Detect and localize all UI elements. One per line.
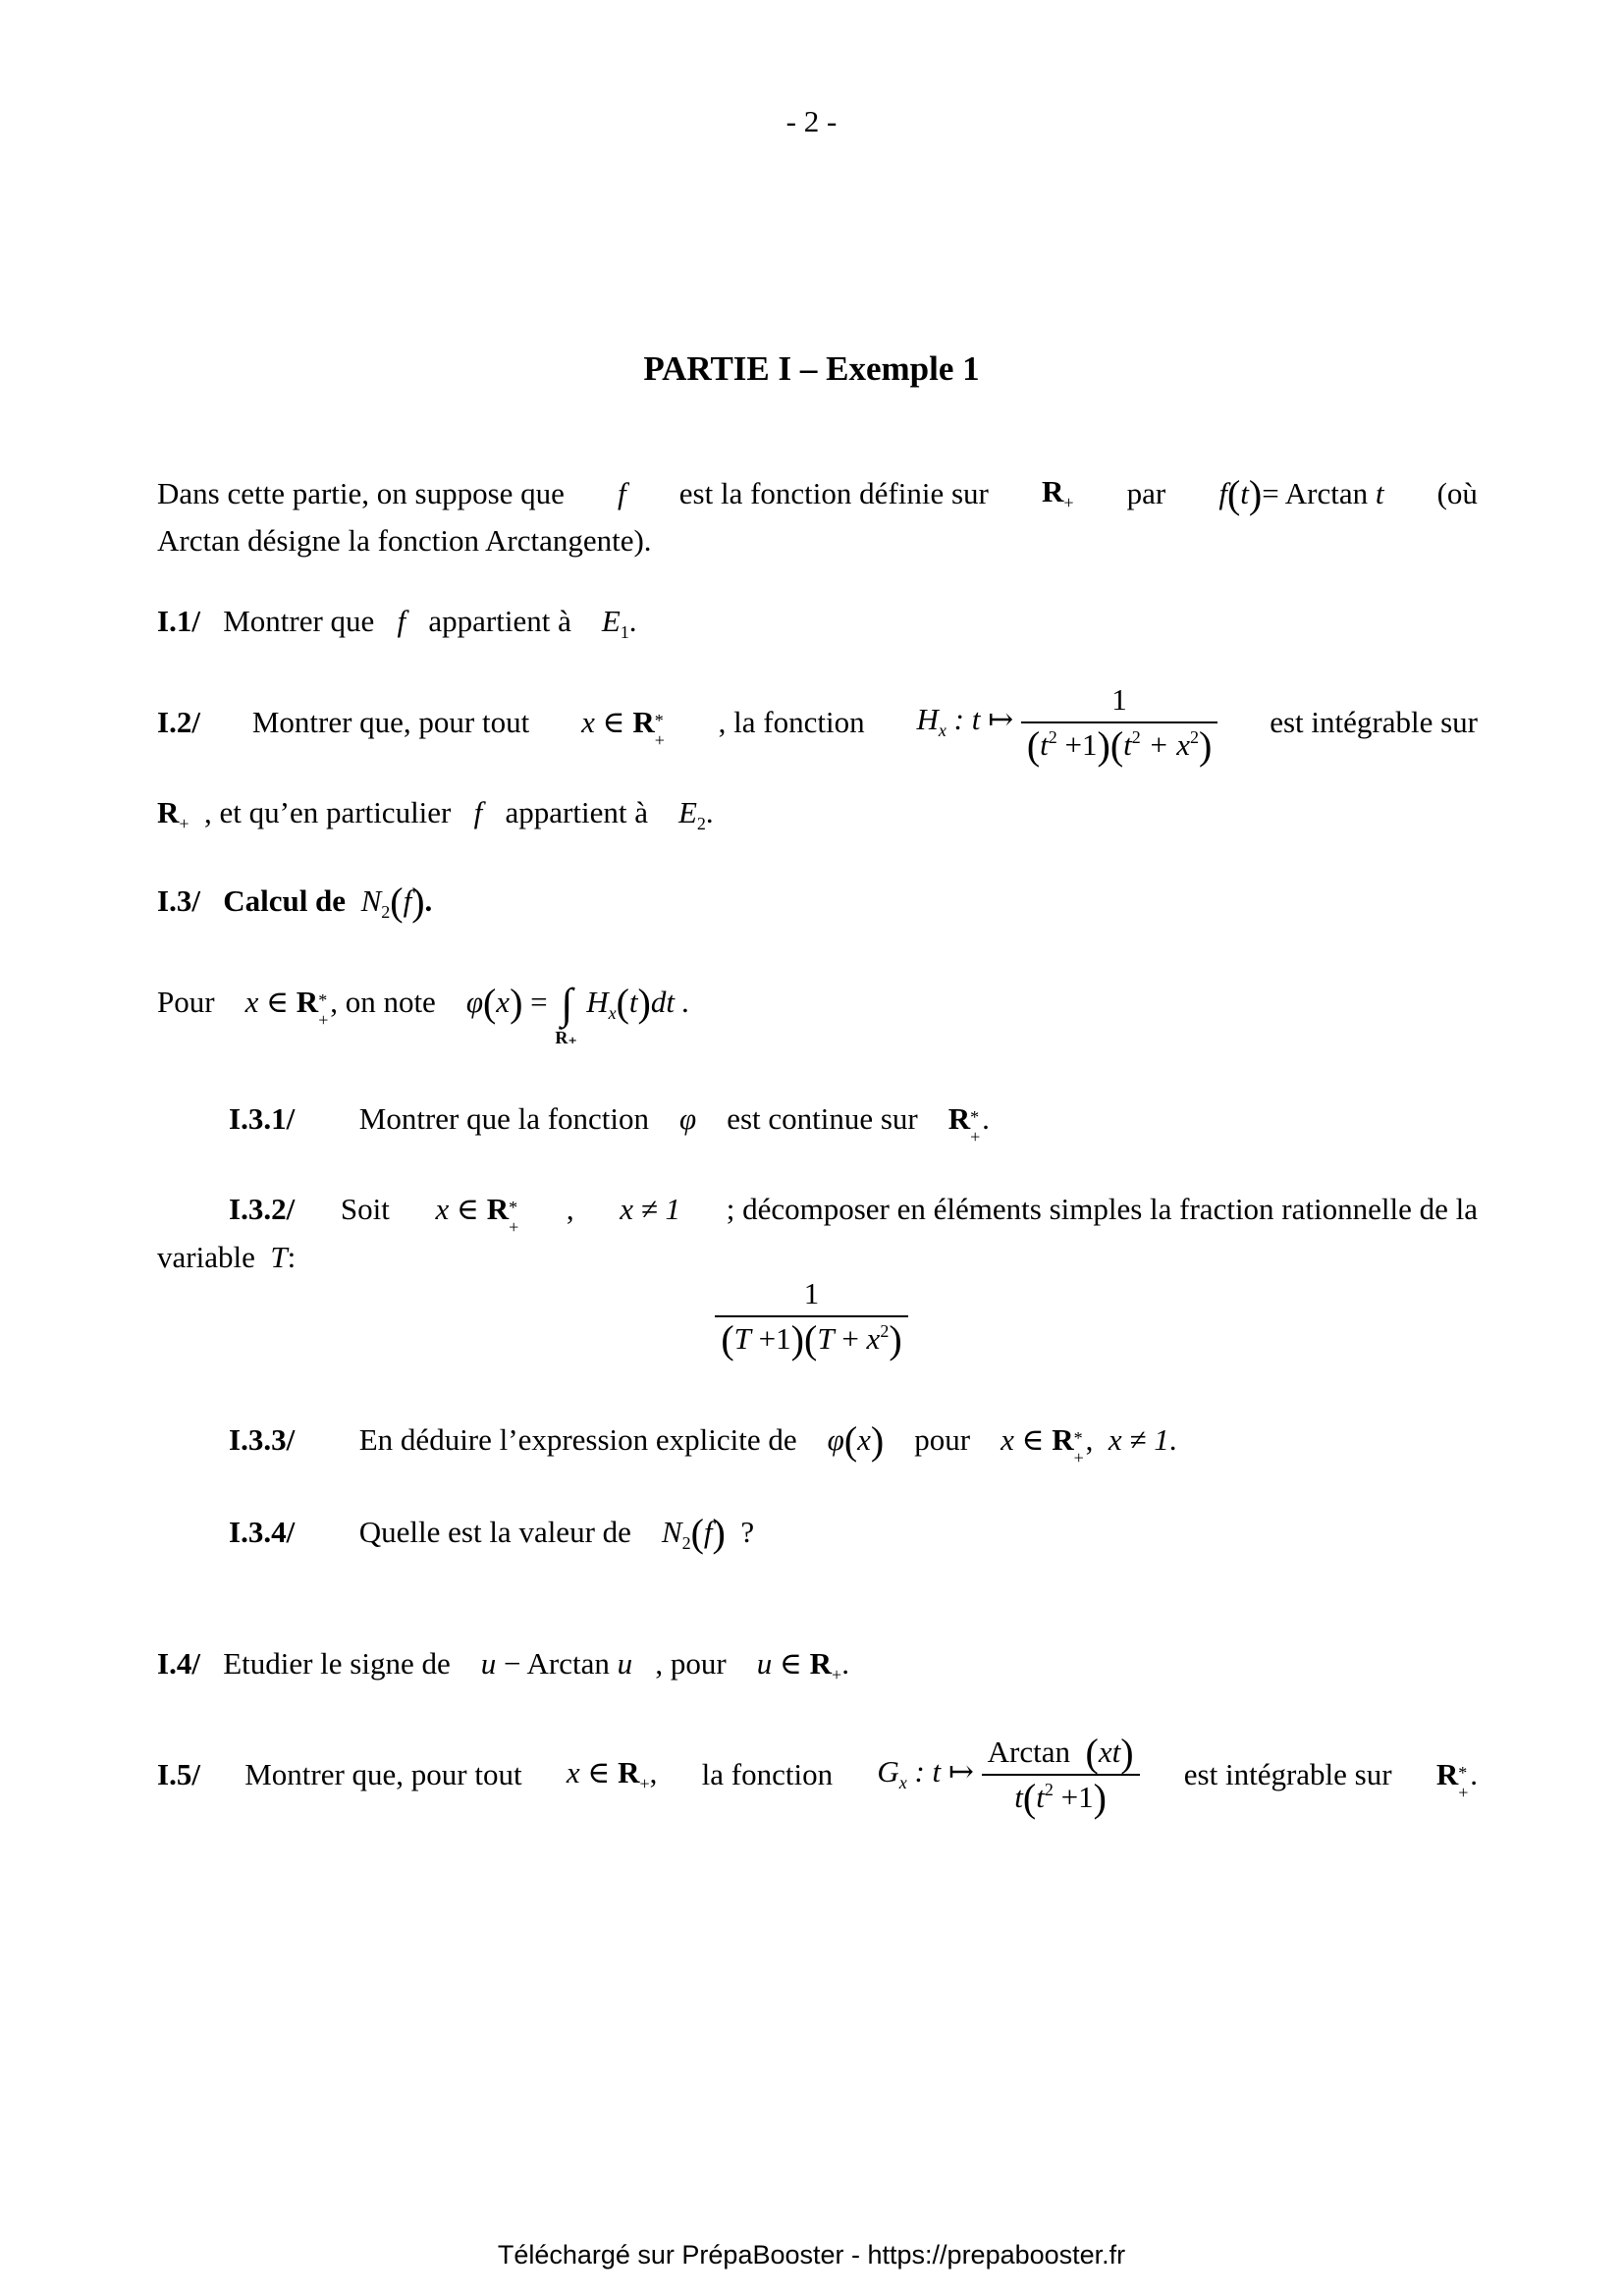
question-text: Montrer que, pour tout (251, 705, 530, 739)
question-text: appartient à (428, 604, 571, 638)
question-5: I.5/ Montrer que, pour tout x ∈ $R_+$, la fonction $G_x$ : t ↦ $\frac{\text{Arctan (xt)}}{t(t^2 +1)}$ est intégrable sur R * + . (157, 1731, 1478, 1820)
question-3-heading: I.3/ Calcul de $N_2(f)$. (157, 880, 433, 924)
math-phi: φ (679, 1101, 697, 1136)
math-phi-x: φ(x) (827, 1418, 885, 1463)
question-1: I.1/ Montrer que f appartient à $E_1$. (157, 604, 637, 642)
question-text: est intégrable sur (1270, 705, 1478, 739)
section-title: PARTIE I – Exemple 1 (643, 349, 980, 388)
intro-line-1 (157, 472, 1478, 516)
math-x-neq-1: x ≠ 1 (620, 1192, 681, 1226)
question-2-line-2: $R_+$ , et qu’en particulier f appartient à $E_2$. (157, 795, 714, 833)
question-label: I.3.4/ (229, 1515, 296, 1549)
math-x-in-R-star-plus: x ∈ R * + (581, 705, 665, 750)
question-3-1: I.3.1/ Montrer que la fonction φ est continue sur R * + . (229, 1101, 990, 1147)
math-phi-integral: φ(x) = ∫ R₊ $H_x(t)dt$ . (465, 980, 690, 1047)
question-label: I.3.3/ (229, 1422, 296, 1457)
math-R-plus: $R_+$ (157, 795, 189, 833)
question-label: I.4/ (157, 1646, 200, 1681)
question-label: I.3.2/ (229, 1192, 296, 1226)
intro-text-a: Dans cette partie, on suppose que (157, 476, 565, 510)
heading-text: Calcul de (223, 883, 347, 918)
phi-definition: Pour x ∈ R * + , on note φ(x) = ∫ R₊ $H_x(t)dt$ . (157, 980, 690, 1047)
question-3-2-line-2: variable T: (157, 1240, 297, 1274)
question-3-4: I.3.4/ Quelle est la valeur de $N_2(f)$ ? (229, 1511, 755, 1555)
math-R-star-plus: R * + (947, 1101, 981, 1147)
math-x-in-R-plus: x ∈ $R_+$, (566, 1755, 658, 1793)
math-R-star-plus: R * + . (1435, 1757, 1478, 1802)
fraction-T: $\frac{1}{(T +1)(T + x^2)}$ (0, 1276, 1623, 1357)
integral-sign: ∫ R₊ (555, 980, 577, 1047)
question-text: Montrer que (223, 604, 375, 638)
math-f-of-t: f(t)= Arctan t (1218, 472, 1384, 516)
fraction-H: $\frac{1}{(t^2 +1)(t^2 + x^2)}$ (1021, 682, 1217, 763)
fraction-G: $\frac{\text{Arctan (xt)}}{t(t^2 +1)}$ (982, 1735, 1140, 1815)
question-3-3: I.3.3/ En déduire l’expression explicite de φ(x) pour x ∈ R * + , x ≠ 1. (229, 1418, 1177, 1468)
page-number: - 2 - (785, 104, 838, 138)
math-x-in-R-star-plus: x ∈ R * + (435, 1192, 519, 1237)
math-u-minus-arctan-u: u − Arctan u (480, 1646, 633, 1681)
question-label: I.3.1/ (229, 1101, 296, 1136)
math-x-neq-1: x ≠ 1 (1108, 1422, 1169, 1457)
math-x-in-R-star-plus: x ∈ R * + (244, 985, 329, 1030)
question-4: I.4/ Etudier le signe de u − Arctan u , pour u ∈ $R_+$. (157, 1646, 849, 1684)
question-label: I.1/ (157, 604, 200, 638)
intro-line-2: Arctan désigne la fonction Arctangente). (157, 523, 652, 558)
question-text: , la fonction (718, 705, 865, 739)
math-N2-f: $N_2(f)$ (661, 1511, 726, 1555)
intro-par: par (1126, 476, 1166, 510)
math-x-in-R-star-plus: x ∈ R * + (1001, 1422, 1084, 1468)
intro-text-b: est la fonction définie sur (678, 476, 989, 510)
question-2 (157, 682, 1478, 768)
question-3-2: I.3.2/ Soit x ∈ R * + , x ≠ 1 ; décomposer en éléments simples la fraction rationnelle de la (229, 1192, 1478, 1237)
math-H-x-mapping: $H_x$ : t ↦ $\frac{1}{(t^2 +1)(t^2 + x^2)}$ (917, 682, 1218, 763)
intro-ou: (où (1436, 476, 1478, 510)
question-label: I.3/ (157, 883, 200, 918)
math-E2: $E_2$ (677, 795, 706, 833)
footer-download-notice: Téléchargé sur PrépaBooster - https://prepabooster.fr (497, 2240, 1126, 2269)
question-label: I.2/ (157, 705, 200, 739)
math-E1: $E_1$ (601, 604, 629, 642)
math-R-plus: $R_+$ (1041, 474, 1074, 512)
math-f: f (618, 476, 626, 510)
math-f: f (397, 604, 406, 638)
math-N2-f: $N_2(f)$ (360, 880, 425, 924)
math-T: T (270, 1240, 288, 1274)
math-u-in-R-plus: u ∈ $R_+$ (756, 1646, 842, 1684)
math-G-x-mapping: $G_x$ : t ↦ $\frac{\text{Arctan (xt)}}{t(t^2 +1)}$ (877, 1735, 1139, 1815)
question-label: I.5/ (157, 1757, 200, 1791)
